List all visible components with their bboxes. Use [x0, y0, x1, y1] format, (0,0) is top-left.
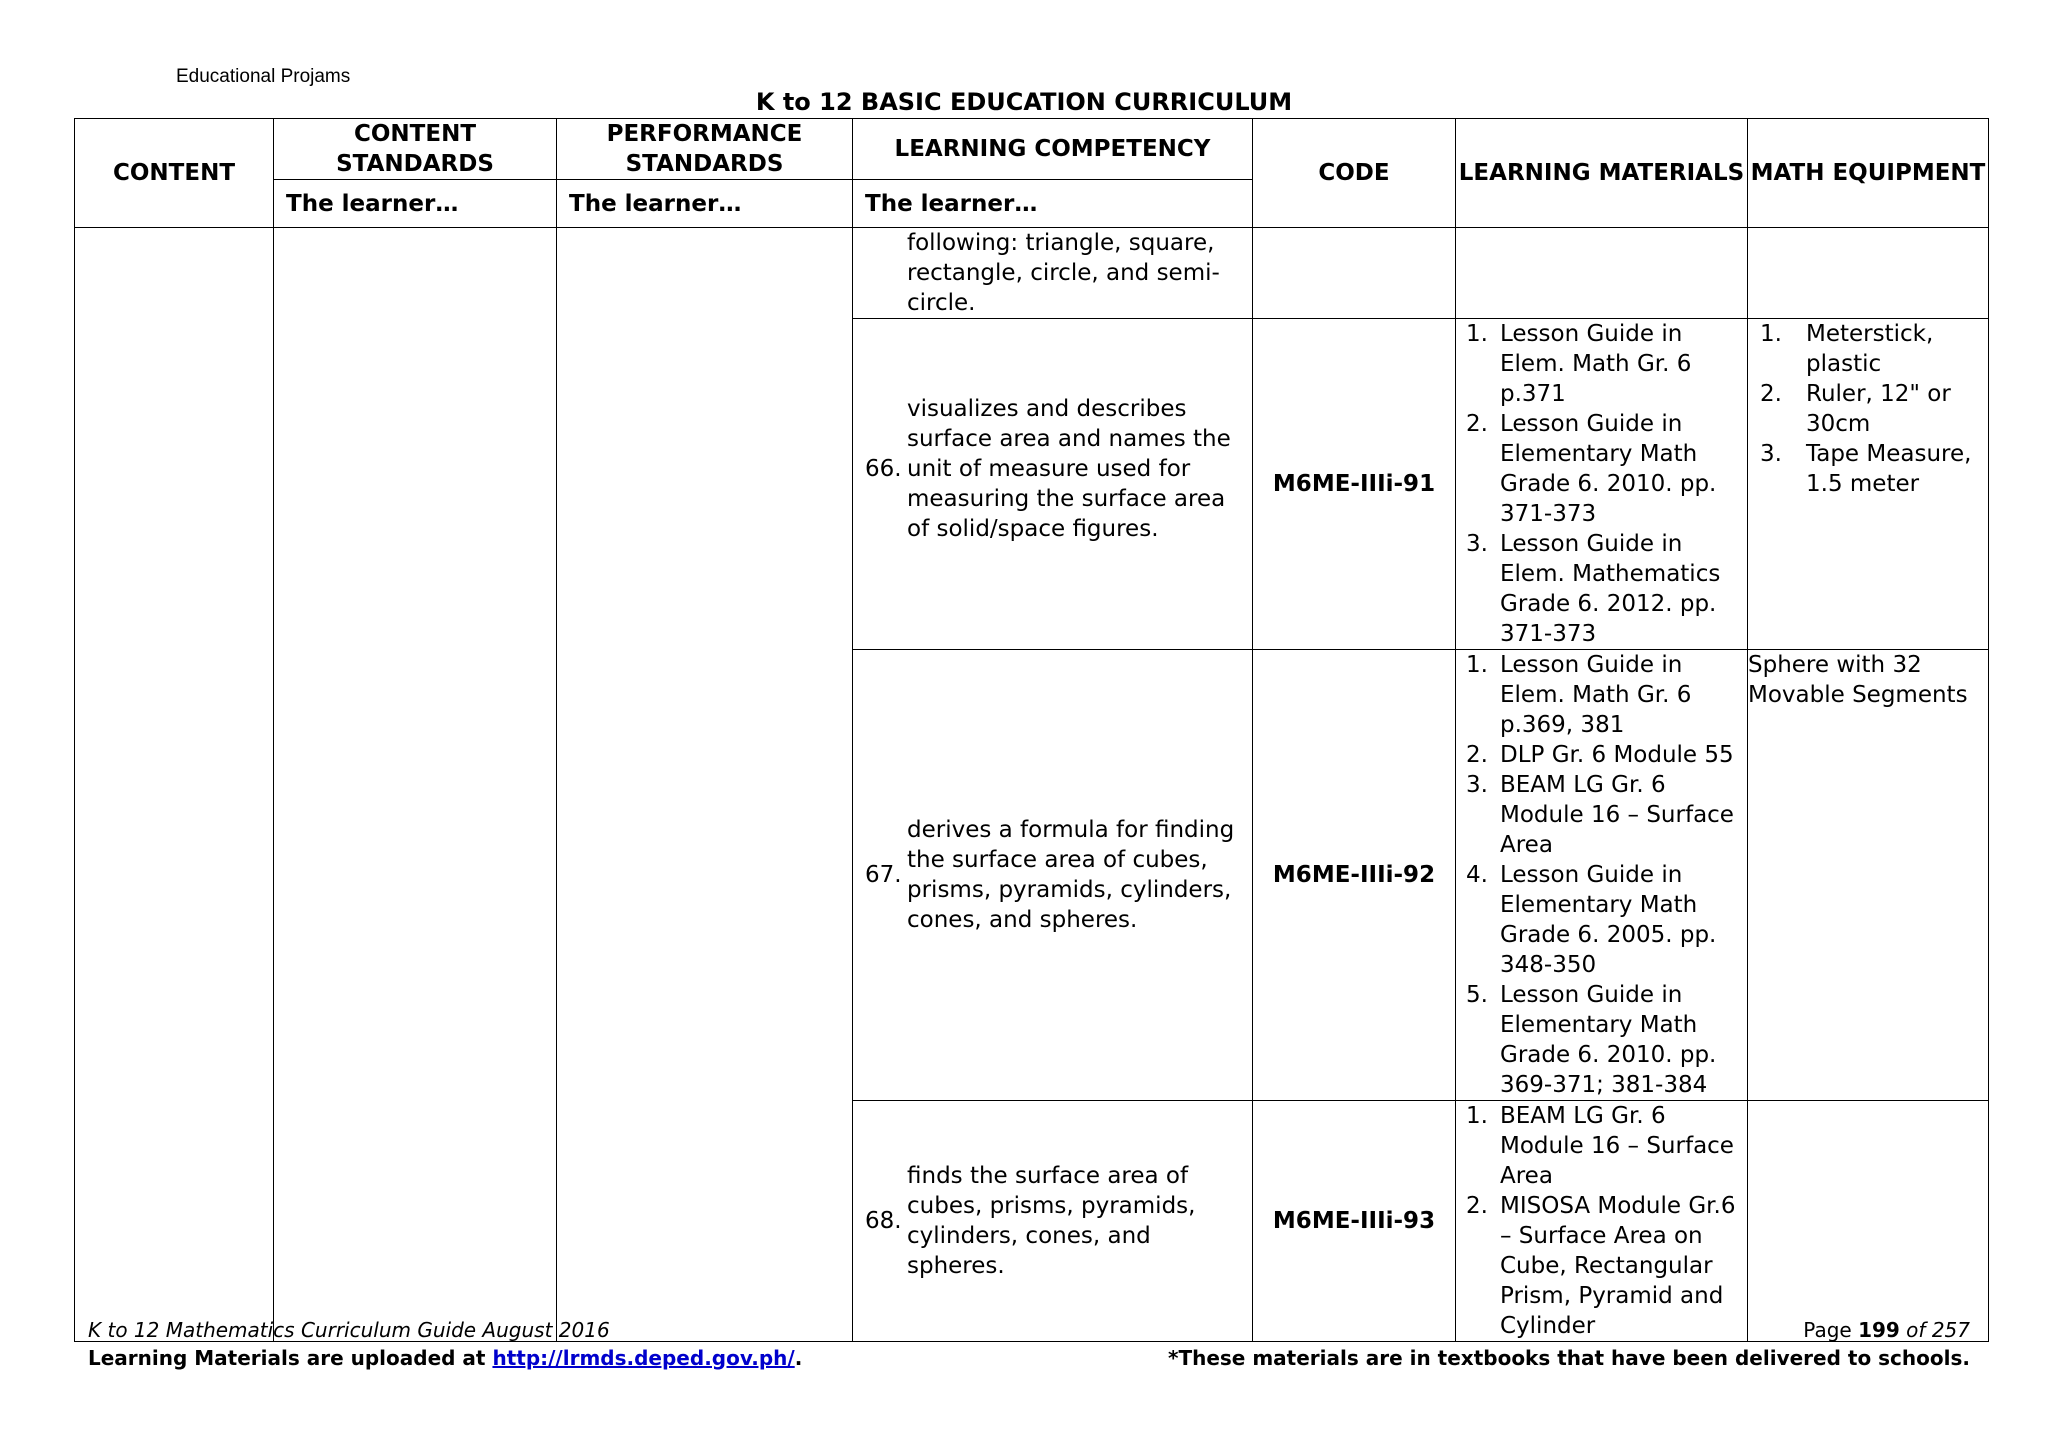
material-item: 5. Lesson Guide in Elementary Math Grade 6. 2010. pp. 369-371; 381-384 [1466, 982, 1717, 1098]
content-cell [75, 228, 274, 1342]
footer-right [1168, 1316, 1970, 1372]
material-item: 3. Lesson Guide in Elem. Mathematics Grade 6. 2012. pp. 371-373 [1466, 531, 1721, 647]
equipment-item: 2. Ruler, 12" or 30cm [1760, 381, 1951, 437]
col-header-performance-standards: PERFORMANCE STANDARDS [557, 119, 853, 180]
document-title: K to 12 BASIC EDUCATION CURRICULUM [755, 88, 1293, 116]
equipment-item: 3. Tape Measure, 1.5 meter [1760, 441, 1972, 497]
equipment-cell [1748, 1101, 1989, 1342]
upload-note: Learning Materials are uploaded at http://lrmds.deped.gov.ph/. [88, 1346, 803, 1370]
code-cell: M6ME-IIIi-91 [1253, 319, 1456, 650]
table-row [75, 228, 1989, 319]
materials-cell [1456, 319, 1748, 650]
performance-standards-cell [557, 228, 853, 1342]
page-number: Page 199 of 257 [1803, 1318, 1970, 1342]
competency-text: derives a formula for finding the surface area of cubes, prisms, pyramids, cylinders, cones, and spheres. [907, 817, 1235, 933]
material-item: 3. BEAM LG Gr. 6 Module 16 – Surface Area [1466, 772, 1734, 858]
materials-cell [1456, 650, 1748, 1101]
code-cell: M6ME-IIIi-93 [1253, 1101, 1456, 1342]
subheader-learner: The learner… [274, 180, 557, 228]
competency-number: 68. [865, 1208, 902, 1234]
material-item: 4. Lesson Guide in Elementary Math Grade 6. 2005. pp. 348-350 [1466, 862, 1717, 978]
content-standards-cell [274, 228, 557, 1342]
equipment-item: 1. Meterstick, plastic [1760, 321, 1934, 377]
competency-cell [853, 1101, 1253, 1342]
equipment-cell: Sphere with 32 Movable Segments [1748, 650, 1989, 1101]
code-cell [1253, 228, 1456, 319]
col-header-math-equipment: MATH EQUIPMENT [1748, 119, 1989, 228]
competency-text: finds the surface area of cubes, prisms, pyramids, cylinders, cones, and spheres. [907, 1163, 1196, 1279]
competency-cell [853, 650, 1253, 1101]
material-item: 2. Lesson Guide in Elementary Math Grade 6. 2010. pp. 371-373 [1466, 411, 1717, 527]
material-item: 1. Lesson Guide in Elem. Math Gr. 6 p.369, 381 [1466, 652, 1692, 738]
equipment-cell [1748, 319, 1989, 650]
competency-text: visualizes and describes surface area and names the unit of measure used for measuring the surface area of solid/space figures. [907, 396, 1231, 542]
material-item: 2. DLP Gr. 6 Module 55 [1466, 742, 1734, 768]
material-item: 2. MISOSA Module Gr.6 – Surface Area on Cube, Rectangular Prism, Pyramid and Cylinder [1466, 1193, 1736, 1339]
materials-cell [1456, 228, 1748, 319]
code-cell: M6ME-IIIi-92 [1253, 650, 1456, 1101]
footer-left [88, 1316, 802, 1372]
col-header-learning-materials: LEARNING MATERIALS [1456, 119, 1748, 228]
subheader-learner: The learner… [557, 180, 853, 228]
competency-number: 66. [865, 456, 902, 482]
col-header-learning-competency: LEARNING COMPETENCY [853, 119, 1253, 180]
guide-title: K to 12 Mathematics Curriculum Guide August 2016 [88, 1318, 610, 1342]
competency-cell [853, 228, 1253, 319]
textbook-note: *These materials are in textbooks that have been delivered to schools. [1168, 1346, 1970, 1370]
equipment-cell [1748, 228, 1989, 319]
subheader-learner: The learner… [853, 180, 1253, 228]
curriculum-table [74, 118, 1989, 1342]
lrmds-link[interactable]: http://lrmds.deped.gov.ph/ [492, 1346, 795, 1370]
col-header-content-standards: CONTENT STANDARDS [274, 119, 557, 180]
material-item: 1. BEAM LG Gr. 6 Module 16 – Surface Area [1466, 1103, 1734, 1189]
materials-cell [1456, 1101, 1748, 1342]
col-header-content: CONTENT [75, 119, 274, 228]
competency-text: following: triangle, square, rectangle, circle, and semi-circle. [907, 230, 1220, 316]
competency-number: 67. [865, 862, 902, 888]
brand-label: Educational Projams [176, 66, 351, 87]
material-item: 1. Lesson Guide in Elem. Math Gr. 6 p.371 [1466, 321, 1692, 407]
col-header-code: CODE [1253, 119, 1456, 228]
competency-cell [853, 319, 1253, 650]
